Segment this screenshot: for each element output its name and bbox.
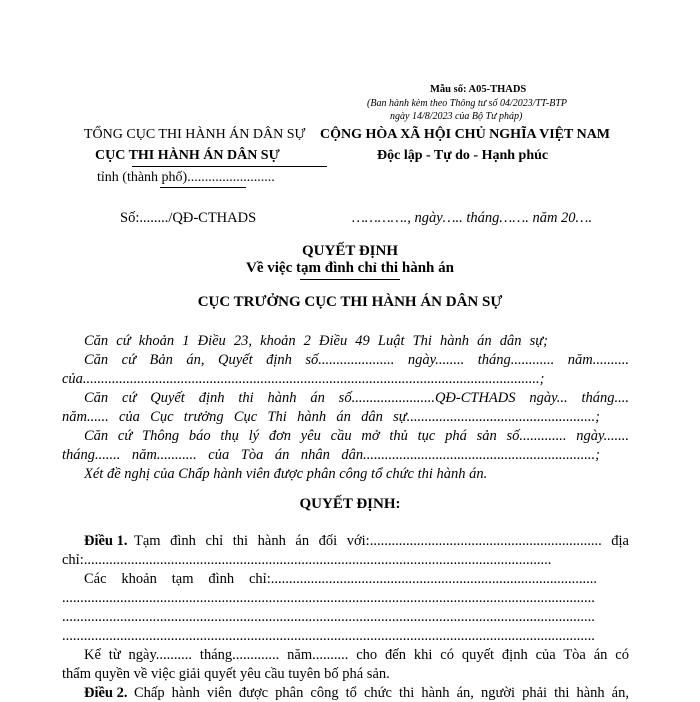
article-1-dots-3: ...................................................................................................................................................: [62, 628, 595, 644]
form-issued-by-line1: (Ban hành kèm theo Thông tư số 04/2023/TT-BTP: [367, 98, 567, 109]
article-1-items: Các khoản tạm đình chỉ:..........................................................................................: [84, 571, 597, 587]
form-issued-by-line2: ngày 14/8/2023 của Bộ Tư pháp): [390, 111, 523, 122]
basis-line-2: Căn cứ Bản án, Quyết định số..................... ngày........ tháng............ năm..........: [84, 352, 629, 368]
article-1-note-line-2: thẩm quyền về việc giải quyết yêu cầu tuyên bố phá sản.: [62, 666, 390, 682]
header-country: CỘNG HÒA XÃ HỘI CHỦ NGHĨA VIỆT NAM: [320, 127, 611, 142]
header-department: CỤC THI HÀNH ÁN DÂN SỰ: [95, 148, 280, 163]
form-code: Mẫu số: A05-THADS: [430, 84, 527, 95]
article-1-line-1: Tạm đình chỉ thi hành án đối với:................................................................ địa: [134, 533, 629, 549]
title-underline: [300, 279, 400, 280]
article-1-note-line-1: Kể từ ngày.......... tháng............. năm.......... cho đến khi có quyết định của Tòa án có: [84, 647, 629, 663]
article-2-label: Điều 2.: [84, 685, 128, 701]
basis-line-1: Căn cứ khoản 1 Điều 23, khoản 2 Điều 49 Luật Thi hành án dân sự;: [84, 333, 548, 349]
basis-line-8: Xét đề nghị của Chấp hành viên được phân công tổ chức thi hành án.: [84, 466, 488, 482]
article-2-line-1: Chấp hành viên được phân công tổ chức thi hành án, người phải thi hành án,: [134, 685, 629, 701]
header-left-underline: [132, 166, 327, 167]
document-subtitle: Về việc tạm đình chỉ thi hành án: [246, 260, 454, 276]
article-1-line-2: chỉ:.................................................................................................................................: [62, 552, 552, 568]
article-1-dots-1: ...................................................................................................................................................: [62, 590, 595, 606]
basis-line-6: Căn cứ Thông báo thụ lý đơn yêu cầu mở thủ tục phá sản số............. ngày.......: [84, 428, 629, 444]
header-left-rule: [160, 187, 246, 188]
basis-line-7: tháng....... năm........... của Tòa án nhân dân................................................................;: [62, 447, 600, 463]
basis-line-5: năm...... của Cục trưởng Cục Thi hành án dân sự....................................................;: [62, 409, 600, 425]
article-1-label: Điều 1.: [84, 533, 128, 549]
header-motto: Độc lập - Tự do - Hạnh phúc: [377, 148, 549, 163]
document-title: QUYẾT ĐỊNH: [302, 243, 398, 259]
header-general-department: TỔNG CỤC THI HÀNH ÁN DÂN SỰ: [84, 127, 306, 142]
header-province: tỉnh (thành phố).........................: [97, 170, 275, 185]
basis-line-3: của..............................................................................................................................;: [62, 371, 545, 387]
decision-heading: QUYẾT ĐỊNH:: [299, 496, 401, 512]
decision-number: Số:......../QĐ-CTHADS: [120, 210, 257, 226]
decision-date: …………., ngày….. tháng……. năm 20….: [352, 210, 593, 226]
article-1-dots-2: ...................................................................................................................................................: [62, 609, 595, 625]
issuing-authority: CỤC TRƯỞNG CỤC THI HÀNH ÁN DÂN SỰ: [197, 294, 503, 310]
basis-line-4: Căn cứ Quyết định thi hành án số.......................QĐ-CTHADS ngày... tháng....: [84, 390, 629, 406]
